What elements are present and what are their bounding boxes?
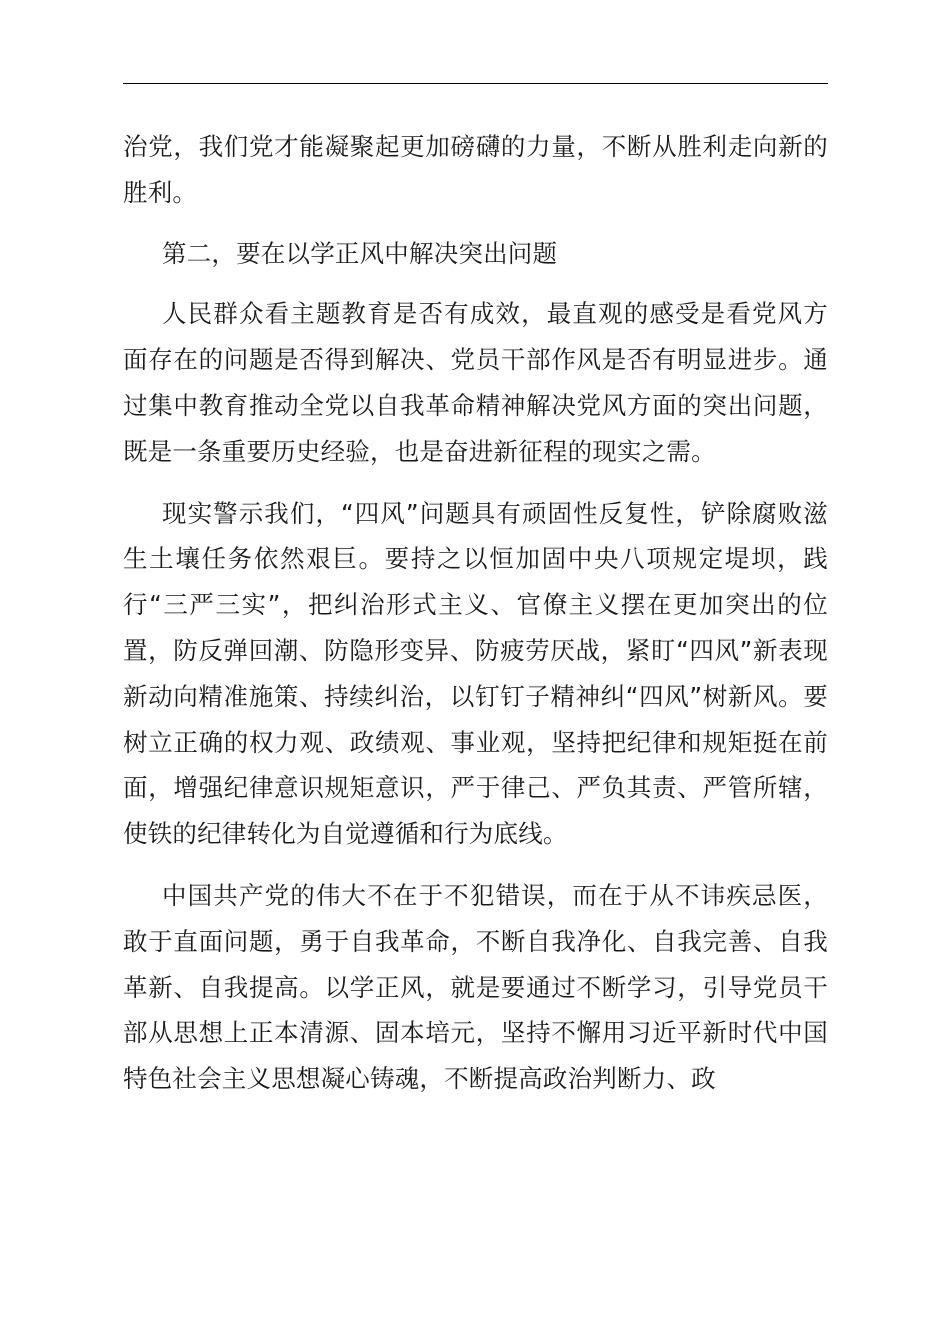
paragraph-continuation: 治党，我们党才能凝聚起更加磅礴的力量，不断从胜利走向新的胜利。	[123, 132, 828, 207]
paragraph: 人民群众看主题教育是否有成效，最直观的感受是看党风方面存在的问题是否得到解决、党员干部作风是否有明显进步。通过集中教育推动全党以自我革命精神解决党风方面的突出问题，既是一条重要历史经验，也是奋进新征程的现实之需。	[123, 299, 828, 466]
section-heading: 第二，要在以学正风中解决突出问题	[162, 238, 558, 268]
document-body	[123, 124, 828, 1102]
paragraph: 现实警示我们，“四风”问题具有顽固性反复性，铲除腐败滋生土壤任务依然艰巨。要持之以恒加固中央八项规定堤坝，践行“三严三实”，把纠治形式主义、官僚主义摆在更加突出的位置，防反弹回潮、防隐形变异、防疲劳厌战，紧盯“四风”新表现新动向精准施策、持续纠治，以钉钉子精神纠“四风”树新风。要树立正确的权力观、政绩观、事业观，坚持把纪律和规矩挺在前面，增强纪律意识规矩意识，严于律己、严负其责、严管所辖，使铁的纪律转化为自觉遵循和行为底线。	[123, 498, 828, 849]
header-rule	[123, 83, 828, 84]
paragraph: 中国共产党的伟大不在于不犯错误，而在于从不讳疾忌医，敢于直面问题，勇于自我革命，不断自我净化、自我完善、自我革新、自我提高。以学正风，就是要通过不断学习，引导党员干部从思想上正本清源、固本培元，坚持不懈用习近平新时代中国特色社会主义思想凝心铸魂，不断提高政治判断力、政	[123, 880, 828, 1094]
